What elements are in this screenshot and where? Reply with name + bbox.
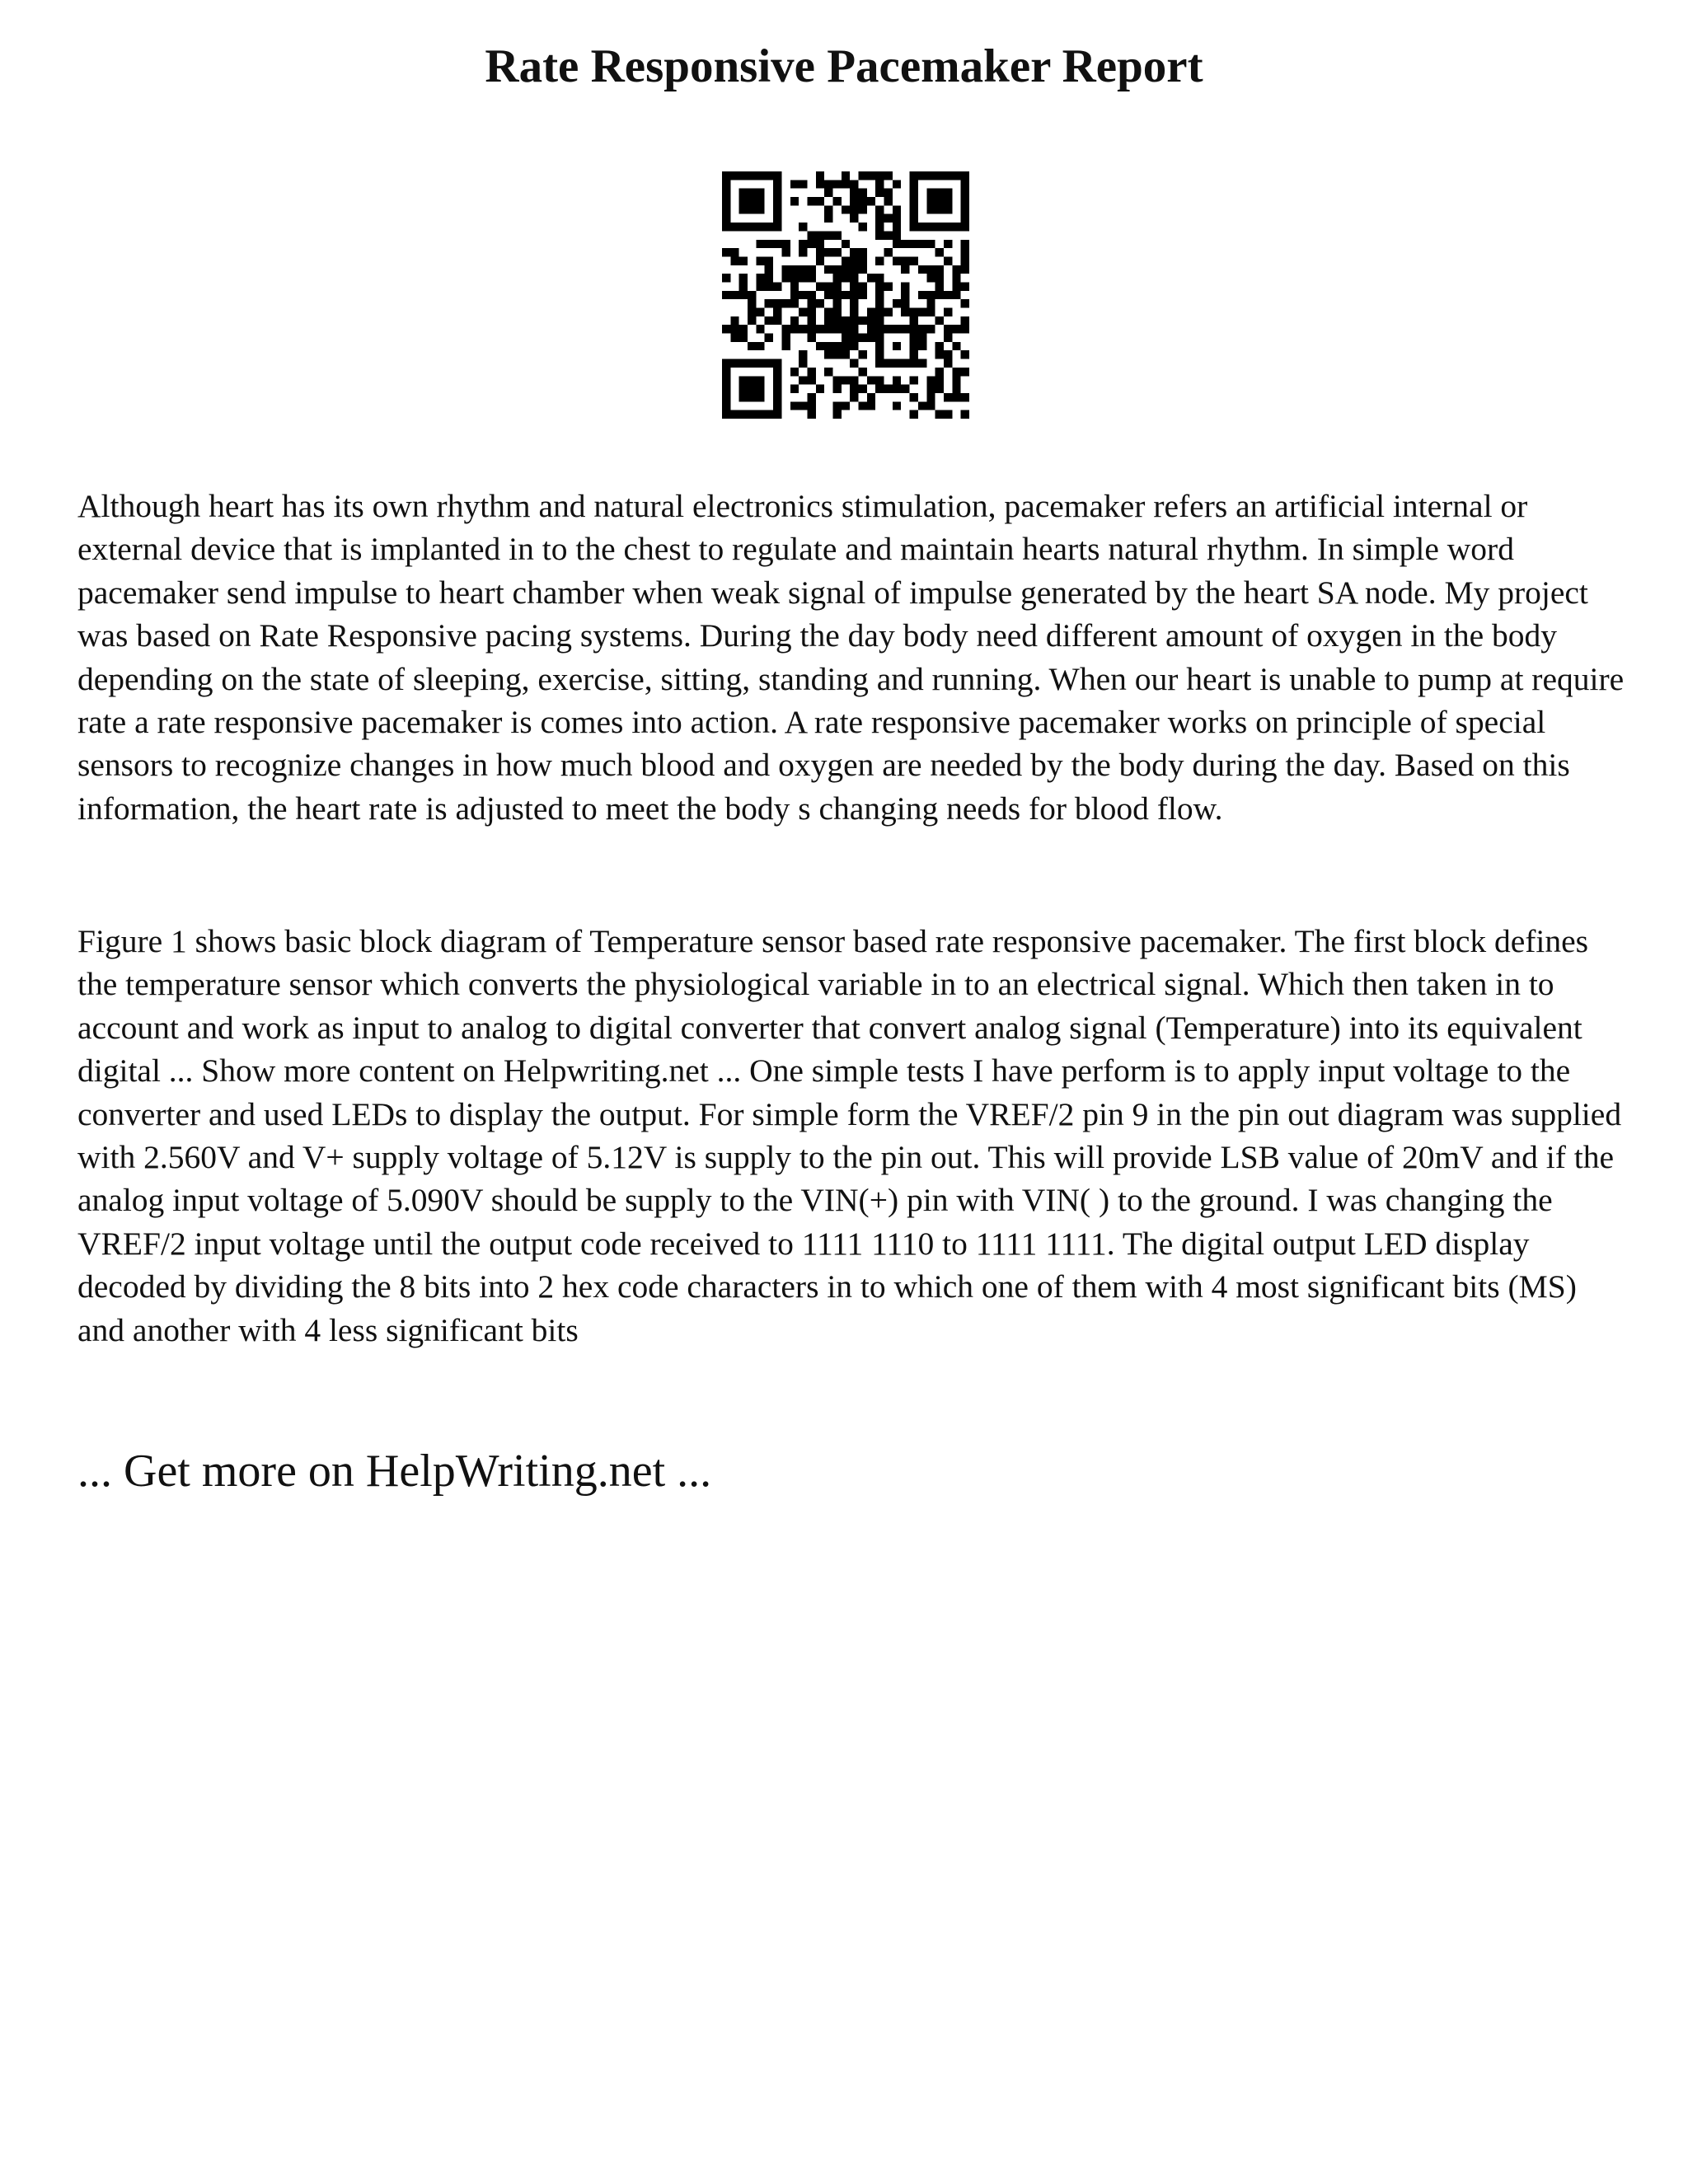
page-title: Rate Responsive Pacemaker Report	[485, 40, 1203, 92]
qr-code-icon	[722, 171, 969, 419]
body-paragraph-1: Although heart has its own rhythm and natural electronics stimulation, pacemaker refers an artificial internal or external device that is implanted in to the chest to regulate and maintain hearts natural rhythm. In simple word pacemaker send impulse to heart chamber when weak signal of impulse generated by the heart SA node. My project was based on Rate Responsive pacing systems. During the day body need different amount of oxygen in the body depending on the state of sleeping, exercise, sitting, standing and running. When our heart is unable to pump at require rate a rate responsive pacemaker is comes into action. A rate responsive pacemaker works on principle of special sensors to recognize changes in how much blood and oxygen are needed by the body during the day. Based on this information, the heart rate is adjusted to meet the body s changing needs for blood flow.	[77, 488, 1625, 827]
get-more-link[interactable]: ... Get more on HelpWriting.net ...	[77, 1446, 712, 1497]
body-paragraph-2: Figure 1 shows basic block diagram of Temperature sensor based rate responsive pacemaker. The first block defines the temperature sensor which converts the physiological variable in to an electrical signal. Which then taken in to account and work as input to analog to digital converter that convert analog signal (Temperature) into its equivalent digital ... Show more content on Helpwriting.net ... One simple tests I have perform is to apply input voltage to the converter and used LEDs to display the output. For simple form the VREF/2 pin 9 in the pin out diagram was supplied with 2.560V and V+ supply voltage of 5.12V is supply to the pin out. This will provide LSB value of 20mV and if the analog input voltage of 5.090V should be supply to the VIN(+) pin with VIN( ) to the ground. I was changing the VREF/2 input voltage until the output code received to 1111 1110 to 1111 1111. The digital output LED display decoded by dividing the 8 bits into 2 hex code characters in to which one of them with 4 most significant bits (MS) and another with 4 less significant bits	[77, 923, 1622, 1348]
